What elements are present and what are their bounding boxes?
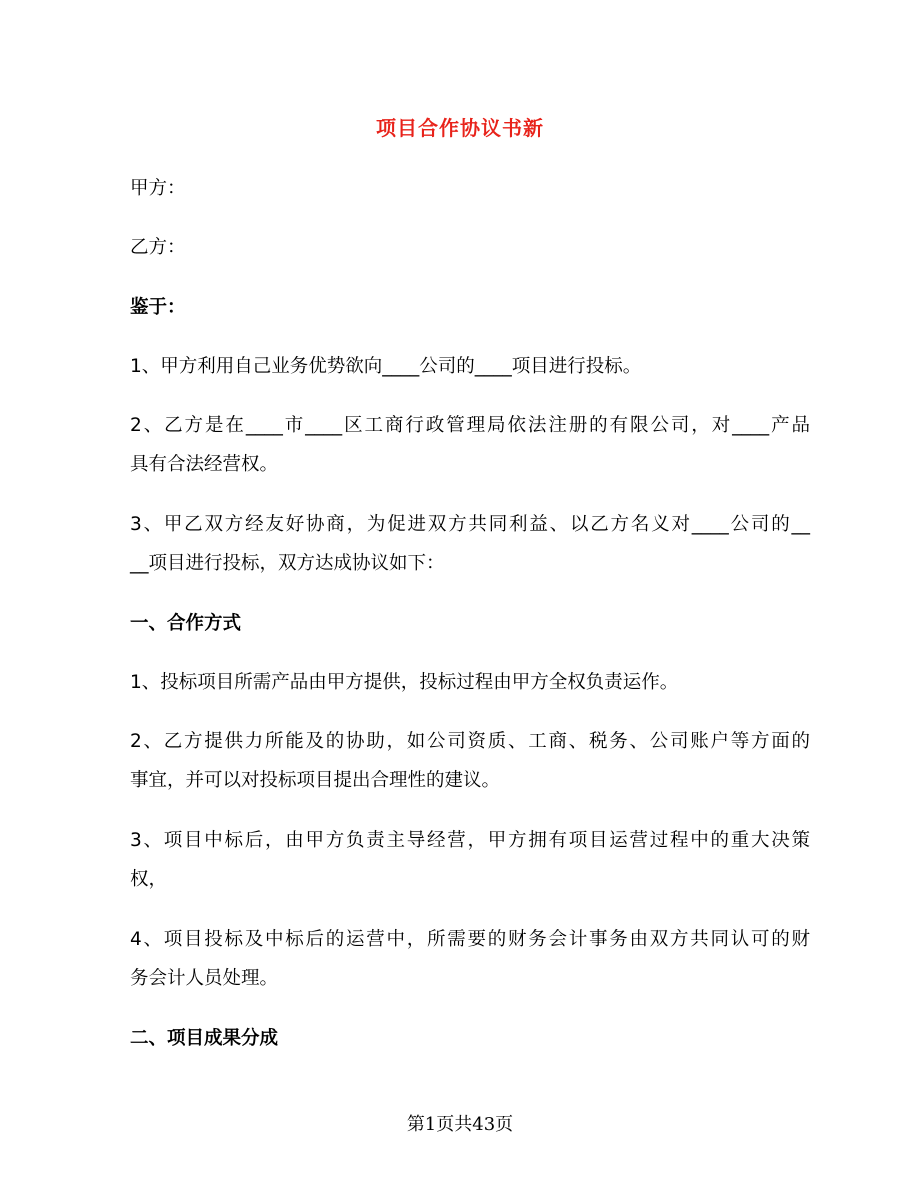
section-1-item-3-line-1: 3、项目中标后，由甲方负责主导经营，甲方拥有项目运营过程中的重大决策 xyxy=(130,830,810,851)
document-title: 项目合作协议书新 xyxy=(376,116,544,140)
section-1-item-1: 1、投标项目所需产品由甲方提供，投标过程由甲方全权负责运作。 xyxy=(130,672,679,693)
clause-1: 1、甲方利用自己业务优势欲向____公司的____项目进行投标。 xyxy=(130,356,642,377)
section-2-heading: 二、项目成果分成 xyxy=(130,1028,279,1049)
clause-3-line-2: __项目进行投标，双方达成协议如下： xyxy=(130,553,445,574)
party-a-label: 甲方： xyxy=(130,178,186,199)
party-b-label: 乙方： xyxy=(130,237,186,258)
section-1-item-4-line-2: 务会计人员处理。 xyxy=(130,968,279,989)
page-indicator: 第1页共43页 xyxy=(406,1114,514,1135)
clause-2-line-2: 具有合法经营权。 xyxy=(130,454,279,475)
section-1-item-2-line-1: 2、乙方提供力所能及的协助，如公司资质、工商、税务、公司账户等方面的 xyxy=(130,731,810,752)
section-1-heading: 一、合作方式 xyxy=(130,613,242,634)
section-1-item-3-line-2: 权， xyxy=(130,869,168,890)
section-1-item-4-line-1: 4、项目投标及中标后的运营中，所需要的财务会计事务由双方共同认可的财 xyxy=(130,929,810,950)
clause-2-line-1: 2、乙方是在____市____区工商行政管理局依法注册的有限公司，对____产品 xyxy=(130,415,810,436)
clause-3-line-1: 3、甲乙双方经友好协商，为促进双方共同利益、以乙方名义对____公司的__ xyxy=(130,514,810,535)
whereas-heading: 鉴于： xyxy=(130,297,186,318)
section-1-item-2-line-2: 事宜，并可以对投标项目提出合理性的建议。 xyxy=(130,770,501,791)
